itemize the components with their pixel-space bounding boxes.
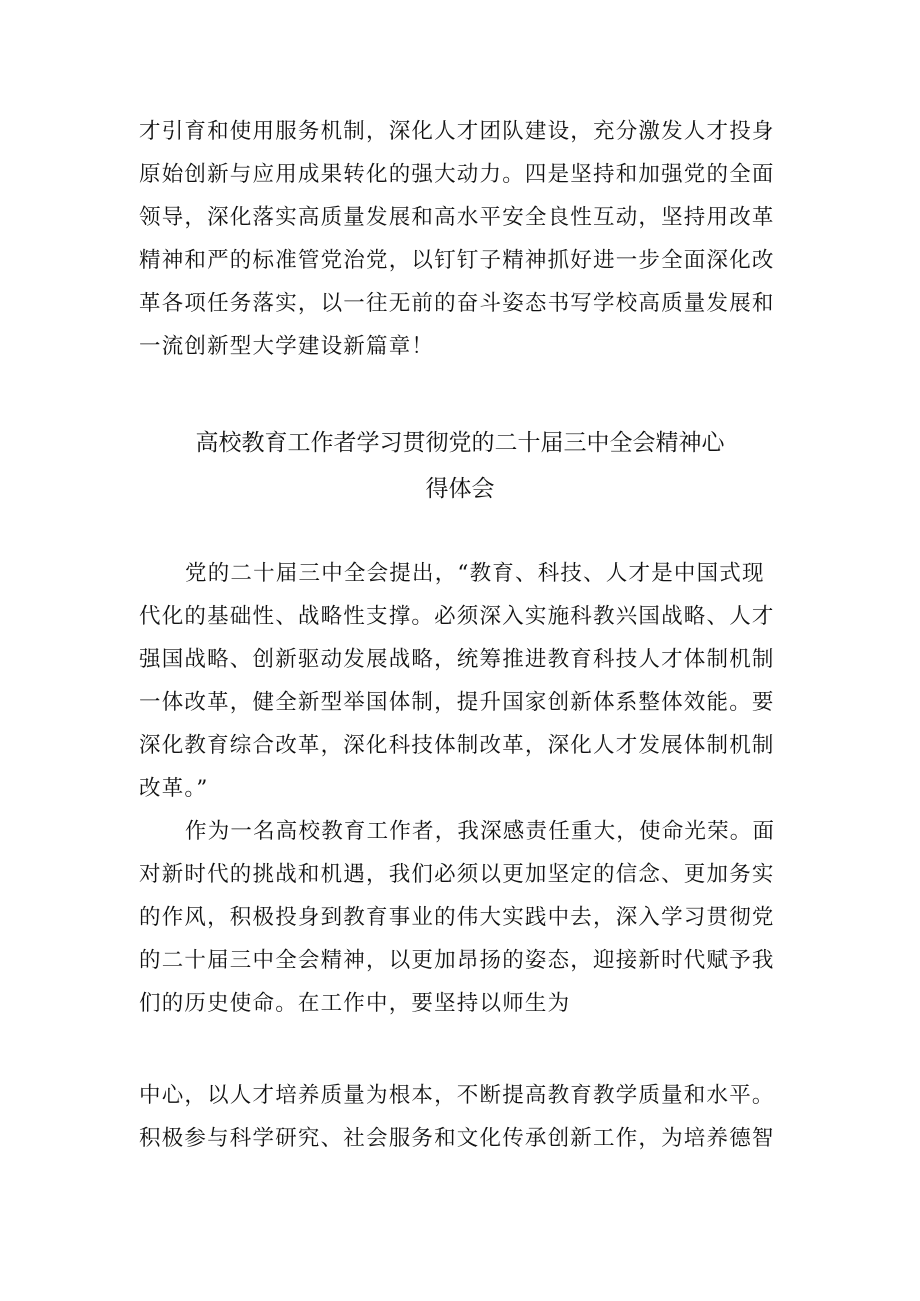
title-line: 得体会 [425, 476, 495, 502]
text-line: 代化的基础性、战略性支撑。必须深入实施科教兴国战略、人才 [139, 604, 775, 629]
text-line: 们的历史使命。在工作中，要坚持以师生为 [139, 991, 571, 1016]
text-line: 对新时代的挑战和机遇，我们必须以更加坚定的信念、更加务实 [139, 862, 775, 887]
text-line: 中心，以人才培养质量为根本，不断提高教育教学质量和水平。 [139, 1083, 775, 1108]
text-line: 强国战略、创新驱动发展战略，统筹推进教育科技人才体制机制 [139, 647, 775, 672]
text-line: 深化教育综合改革，深化科技体制改革，深化人才发展体制机制 [139, 733, 775, 758]
text-line: 的作风，积极投身到教育事业的伟大实践中去，深入学习贯彻党 [139, 905, 775, 930]
text-line: 领导，深化落实高质量发展和高水平安全良性互动，坚持用改革 [139, 205, 775, 230]
text-line: 作为一名高校教育工作者，我深感责任重大，使命光荣。面 [185, 819, 776, 844]
text-line: 原始创新与应用成果转化的强大动力。四是坚持和加强党的全面 [139, 162, 775, 187]
text-line: 精神和严的标准管党治党，以钉钉子精神抓好进一步全面深化改 [139, 248, 775, 273]
text-line: 一体改革，健全新型举国体制，提升国家创新体系整体效能。要 [139, 690, 775, 715]
title-line: 高校教育工作者学习贯彻党的二十届三中全会精神心 [195, 430, 725, 456]
text-line: 才引育和使用服务机制，深化人才团队建设，充分激发人才投身 [139, 119, 775, 144]
text-line: 党的二十届三中全会提出，“教育、科技、人才是中国式现 [185, 561, 765, 586]
text-line: 革各项任务落实，以一往无前的奋斗姿态书写学校高质量发展和 [139, 291, 775, 316]
text-line: 改革。” [139, 776, 209, 801]
text-line: 一流创新型大学建设新篇章！ [139, 334, 435, 359]
text-line: 积极参与科学研究、社会服务和文化传承创新工作，为培养德智 [139, 1126, 775, 1151]
text-line: 的二十届三中全会精神，以更加昂扬的姿态，迎接新时代赋予我 [139, 948, 775, 973]
